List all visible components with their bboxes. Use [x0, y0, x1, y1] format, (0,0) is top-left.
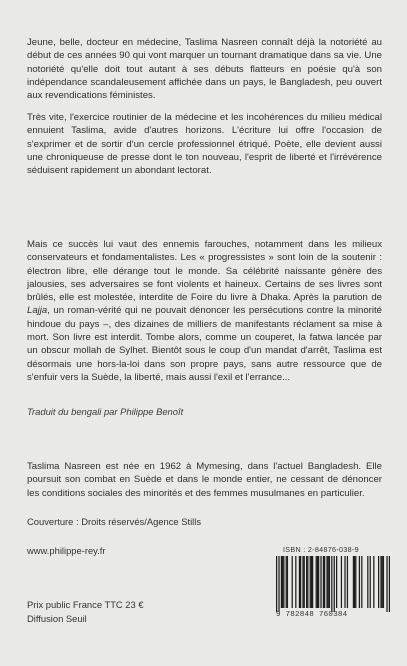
- barcode-bar: [336, 556, 337, 608]
- barcode-bar: [382, 556, 383, 608]
- publisher-website: www.philippe-rey.fr: [27, 545, 106, 556]
- barcode-bar: [359, 556, 360, 608]
- barcode-bar: [367, 556, 368, 608]
- barcode-bar: [306, 556, 307, 608]
- author-bio: Taslima Nasreen est née en 1962 à Mymesing, dans l'actuel Bangladesh. Elle poursuit son combat en Suède et dans le monde entier, ne cessant de dénoncer les conditions sociales des minorités et des femmes musulmanes en particulier.: [27, 461, 382, 499]
- price-block: [27, 598, 144, 626]
- barcode-bar: [302, 556, 303, 608]
- barcode-bar: [318, 556, 319, 608]
- barcode-digits: 9 782848 760384: [276, 611, 348, 619]
- isbn: ISBN : 2-84876-038-9: [283, 545, 359, 554]
- barcode-bar: [316, 556, 317, 608]
- summary-paragraph-1: Jeune, belle, docteur en médecine, Taslima Nasreen connaît déjà la notoriété au début de ces années 90 qui vont marquer un tournant dramatique dans sa vie. Une notoriété qu'elle doit tout autant à ses débuts flatteurs en poésie qu'à son indépendance scandaleusement affichée dans un pays, le Bangladesh, peu ouvert aux revendications féministes.: [27, 37, 382, 102]
- barcode-bar: [324, 556, 325, 608]
- barcode-bar: [389, 556, 390, 612]
- summary-paragraph-3: [27, 238, 382, 384]
- barcode-bar: [317, 556, 318, 608]
- summary-paragraph-3-part-1: Mais ce succès lui vaut des ennemis farouches, notamment dans les milieux conservateurs et fondamentalistes. Les « progressistes » sont loin de la soutenir : électron libre, elle dérange tout le monde. Sa célébrité naissante génère des jalousies, ses adversaires se font violents et haineux. Certains de ses livres sont brûlés, elle est molestée, interdite de Foire du livre à Dhaka. Après la parution de: [27, 239, 382, 304]
- barcode-bar: [347, 556, 348, 608]
- barcode-image: [276, 556, 390, 612]
- barcode-bar: [282, 556, 283, 608]
- barcode-bar: [286, 556, 287, 608]
- barcode-bar: [353, 556, 354, 608]
- barcode-bar: [344, 556, 345, 608]
- barcode-bar: [355, 556, 356, 608]
- barcode-bar: [329, 556, 330, 608]
- barcode-bar: [378, 556, 379, 608]
- barcode-bar: [310, 556, 311, 608]
- barcode-bar: [370, 556, 371, 608]
- barcode-bar: [341, 556, 342, 608]
- barcode-bar: [380, 556, 381, 608]
- barcode-bar: [373, 556, 374, 608]
- barcode-bar: [311, 556, 312, 608]
- barcode-bar: [383, 556, 384, 608]
- barcode-bar: [326, 556, 327, 608]
- barcode-bar: [283, 556, 284, 608]
- translator-credit: Traduit du bengali par Philippe Benoît: [27, 406, 184, 417]
- barcode-bar: [320, 556, 321, 608]
- price: Prix public France TTC 23 €: [27, 599, 144, 610]
- barcode-bar: [354, 556, 355, 608]
- barcode-bar: [323, 556, 324, 608]
- barcode-bar: [361, 556, 362, 608]
- barcode-bar: [331, 556, 332, 612]
- barcode-bar: [300, 556, 301, 608]
- barcode-bar: [292, 556, 293, 608]
- barcode-bar: [299, 556, 300, 608]
- barcode-bar: [312, 556, 313, 608]
- barcode: [276, 556, 390, 616]
- book-title-lajja: Lajja: [27, 305, 48, 317]
- cover-credit: Couverture : Droits réservés/Agence Stills: [27, 516, 202, 527]
- distribution: Diffusion Seuil: [27, 613, 87, 624]
- barcode-bar: [281, 556, 282, 608]
- barcode-bar: [307, 556, 308, 608]
- barcode-bar: [304, 556, 305, 608]
- summary-paragraph-2: Très vite, l'exercice routinier de la médecine et les incohérences du milieu médical ennuient Taslima, avide d'autres horizons. L'écriture lui offre l'occasion de s'exprimer et de sortir d'un cercle professionnel étriqué. Poète, elle devient aussi une chroniqueuse de presse dont le ton nouveau, l'esprit de liberté et l'irrévérence séduisent rapidement un abondant lectorat.: [27, 112, 382, 177]
- barcode-bar: [334, 556, 335, 612]
- barcode-bar: [386, 556, 387, 612]
- barcode-bar: [328, 556, 329, 608]
- barcode-bar: [287, 556, 288, 608]
- barcode-bar: [278, 556, 279, 612]
- summary-paragraph-3-part-2: , un roman-vérité qui ne pouvait dénoncer les persécutions contre la minorité hindoue du pays –, des dizaines de milliers de manifestants réclament sa mise à mort. Son livre est interdit. Tombe alors, comme un couperet, la fatwa lancée par un obscur mollah de Sylhet. Bientôt sous le coup d'un mandat d'arrêt, Taslima est désormais une hors-la-loi dans son propre pays, sans autre ressource que de s'enfuir vers la Suède, la liberté, mais aussi l'exil et l'errance...: [27, 305, 382, 383]
- barcode-bar: [276, 556, 277, 612]
- barcode-bar: [295, 556, 296, 608]
